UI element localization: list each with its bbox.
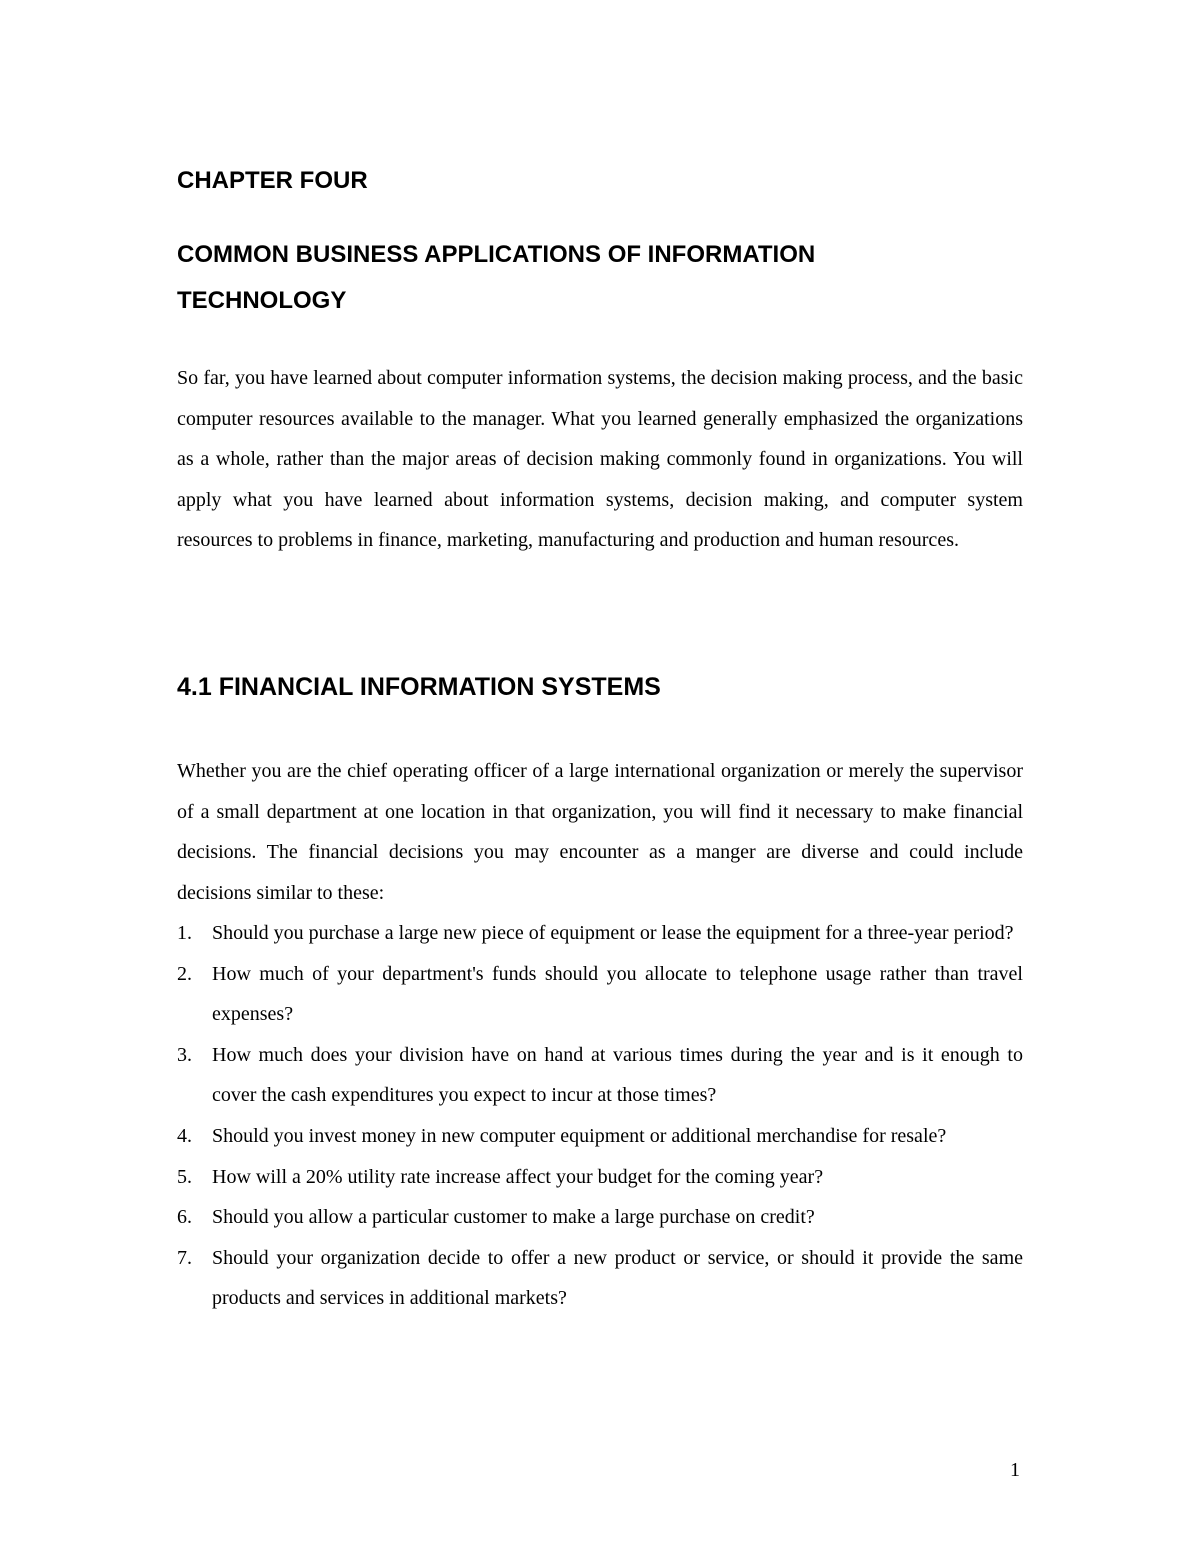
list-item-text: How will a 20% utility rate increase affect your budget for the coming year?	[212, 1165, 824, 1188]
page-number: 1	[1010, 1459, 1020, 1481]
chapter-heading: CHAPTER FOUR	[177, 167, 368, 194]
list-item	[177, 1238, 1023, 1319]
section-heading: 4.1 FINANCIAL INFORMATION SYSTEMS	[177, 673, 661, 701]
list-item-number: 6.	[177, 1206, 192, 1229]
list-item-text: How much does your division have on hand at various times during the year and is it enough to cover the cash expenditures you expect to incur at those times?	[212, 1043, 1023, 1107]
list-item-text: Should you invest money in new computer equipment or additional merchandise for resale?	[212, 1124, 947, 1147]
list-item-number: 1.	[177, 922, 192, 944]
list-item-number: 5.	[177, 1165, 192, 1188]
question-list	[177, 913, 1023, 1319]
intro-paragraph: So far, you have learned about computer information systems, the decision making process, and the basic computer resources available to the manager. What you learned generally emphasized the organizations as a whole, rather than the major areas of decision making commonly found in organizations. You will apply what you have learned about information systems, decision making, and computer system resources to problems in finance, marketing, manufacturing and production and human resources.	[177, 367, 1023, 552]
list-item	[177, 1116, 1023, 1157]
list-item-text: Should you purchase a large new piece of equipment or lease the equipment for a three-year period?	[212, 922, 1014, 944]
list-item	[177, 1157, 1023, 1198]
section-paragraph: Whether you are the chief operating officer of a large international organization or merely the supervisor of a small department at one location in that organization, you will find it necessary to make financial decisions. The financial decisions you may encounter as a manger are diverse and could include decisions similar to these:	[177, 760, 1023, 904]
list-item	[177, 1197, 1023, 1238]
list-item	[177, 913, 1023, 954]
chapter-title	[177, 232, 1023, 324]
list-item-number: 3.	[177, 1043, 192, 1066]
list-item-number: 2.	[177, 962, 192, 985]
chapter-title-line: COMMON BUSINESS APPLICATIONS OF INFORMATION	[177, 241, 816, 268]
list-item-text: Should your organization decide to offer a new product or service, or should it provide the same products and services in additional markets?	[212, 1246, 1023, 1310]
chapter-title-line: TECHNOLOGY	[177, 287, 347, 314]
list-item-number: 4.	[177, 1124, 192, 1147]
list-item	[177, 954, 1023, 1035]
list-item	[177, 1035, 1023, 1116]
list-item-text: How much of your department's funds should you allocate to telephone usage rather than travel expenses?	[212, 962, 1023, 1026]
list-item-number: 7.	[177, 1246, 192, 1269]
list-item-text: Should you allow a particular customer to make a large purchase on credit?	[212, 1206, 815, 1229]
